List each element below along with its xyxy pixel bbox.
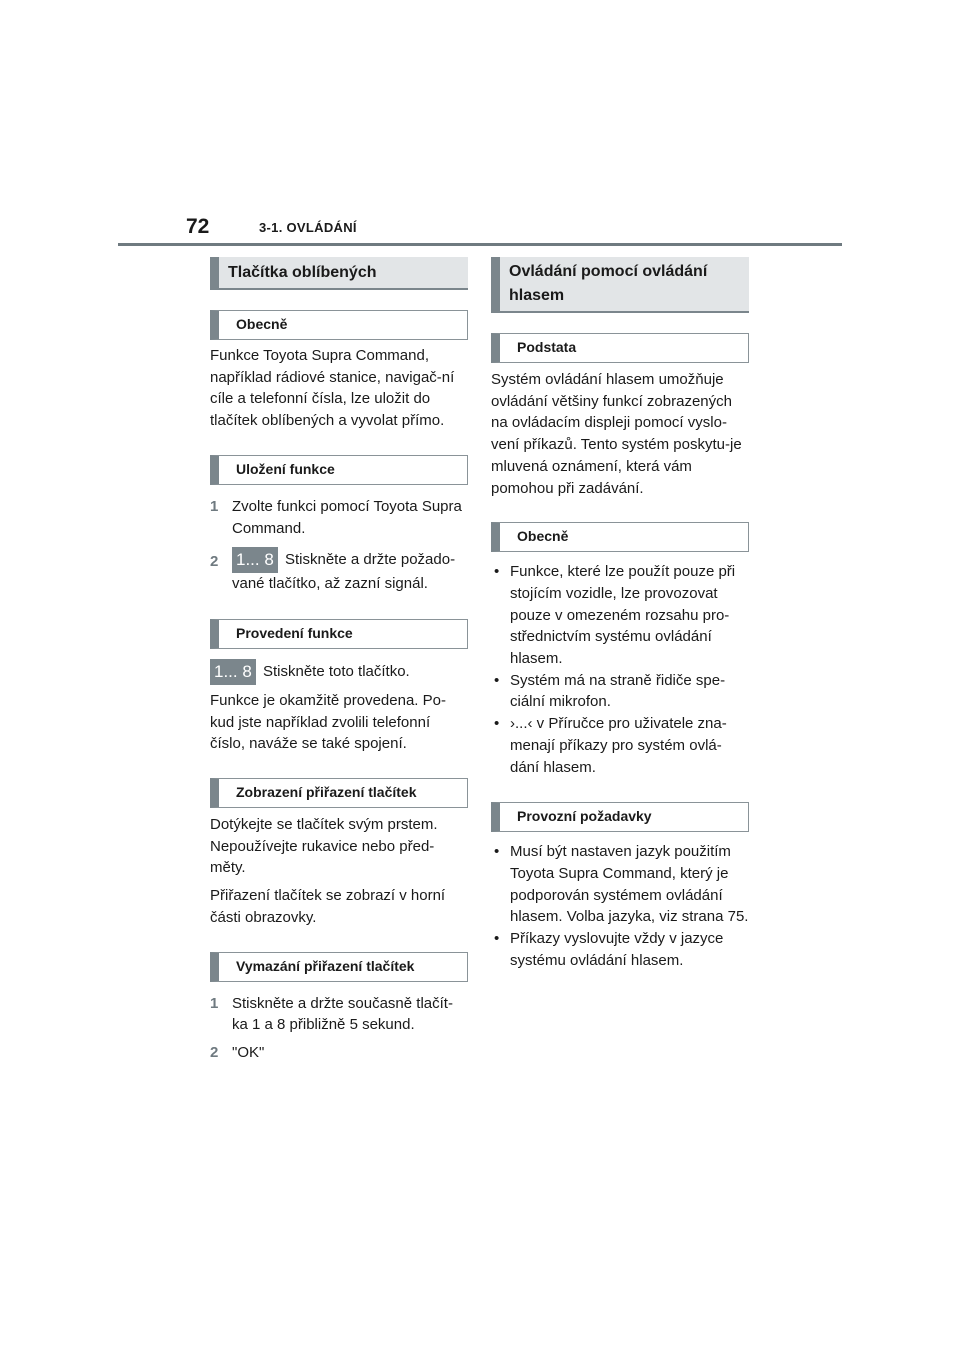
general-text: Funkce Toyota Supra Command, například rádiové stanice, navigač-ní cíle a telefonní čísla, lze uložit do tlačítek oblíbených a vyvolat přímo.	[210, 347, 455, 430]
principle-text: Systém ovládání hlasem umožňuje ovládání většiny funkcí zobrazených na ovládacím displeji pomocí vyslo-vení příkazů. Tento systém poskytu-je mluvená oznámení, která vám pomohou při zadávání.	[491, 371, 742, 497]
step-number: 1	[210, 497, 219, 515]
delete-step-2	[210, 1042, 468, 1064]
list-item: • Funkce, které lze použít pouze při stojícím vozidle, lze provozovat pouze v omezeném rozsahu pro-střednictvím systému ovládání hlasem.	[491, 561, 749, 670]
header-rule	[118, 243, 842, 246]
step-number: 2	[210, 553, 219, 571]
step-text: "OK"	[232, 1043, 265, 1061]
display-text-2: Přiřazení tlačítek se zobrazí v horní části obrazovky.	[210, 887, 446, 926]
page-number: 72	[186, 215, 210, 238]
list-item: • ›...‹ v Příručce pro uživatele zna-menají příkazy pro systém ovlá-dání hlasem.	[491, 713, 749, 778]
execute-key-text: Stiskněte toto tlačítko.	[262, 662, 410, 680]
subheading-delete-assignment: Vymazání přiřazení tlačítek	[210, 952, 468, 982]
section-heading-favorites: Tlačítka oblíbených	[210, 257, 468, 290]
subheading-general: Obecně	[210, 310, 468, 340]
save-step-1	[210, 496, 468, 539]
general-voice-list	[491, 561, 749, 778]
list-item: • Musí být nastaven jazyk použitím Toyota Supra Command, který je podporován systémem ovládání hlasem. Volba jazyka, viz strana 75.	[491, 841, 749, 928]
step-number: 2	[210, 1043, 219, 1061]
step-body	[232, 547, 468, 595]
execute-key-line	[210, 659, 468, 685]
execute-text: Funkce je okamžitě provedena. Po-kud jste například zvolili telefonní číslo, naváže se také spojení.	[210, 691, 446, 753]
step-number: 1	[210, 994, 219, 1012]
step-text: Stiskněte a držte požado-vané tlačítko, až zazní signál.	[232, 551, 456, 593]
display-text-1: Dotýkejte se tlačítek svým prstem. Nepoužívejte rukavice nebo před-měty.	[210, 816, 438, 877]
subheading-save-function: Uložení funkce	[210, 455, 468, 485]
step-text: Stiskněte a držte současně tlačít-ka 1 a 8 přibližně 5 sekund.	[232, 994, 453, 1034]
save-step-2	[210, 547, 468, 595]
subheading-execute-function: Provedení funkce	[210, 619, 468, 649]
left-column	[210, 257, 468, 1064]
favorite-key-icon: 1... 8	[210, 659, 256, 685]
section-heading-voice-control: Ovládání pomocí ovládání hlasem	[491, 257, 749, 313]
subheading-display-assignment: Zobrazení přiřazení tlačítek	[210, 778, 468, 808]
subheading-requirements: Provozní požadavky	[491, 802, 749, 832]
subheading-principle: Podstata	[491, 333, 749, 363]
subheading-general-voice: Obecně	[491, 522, 749, 552]
delete-step-1	[210, 993, 468, 1036]
favorite-key-icon: 1... 8	[232, 547, 278, 573]
step-text: Zvolte funkci pomocí Toyota Supra Command.	[232, 497, 462, 537]
requirements-list	[491, 841, 749, 971]
chapter-title: 3-1. OVLÁDÁNÍ	[259, 220, 357, 235]
list-item: • Systém má na straně řidiče spe-ciální mikrofon.	[491, 670, 749, 713]
right-column	[491, 257, 749, 971]
list-item: • Příkazy vyslovujte vždy v jazyce systému ovládání hlasem.	[491, 928, 749, 971]
